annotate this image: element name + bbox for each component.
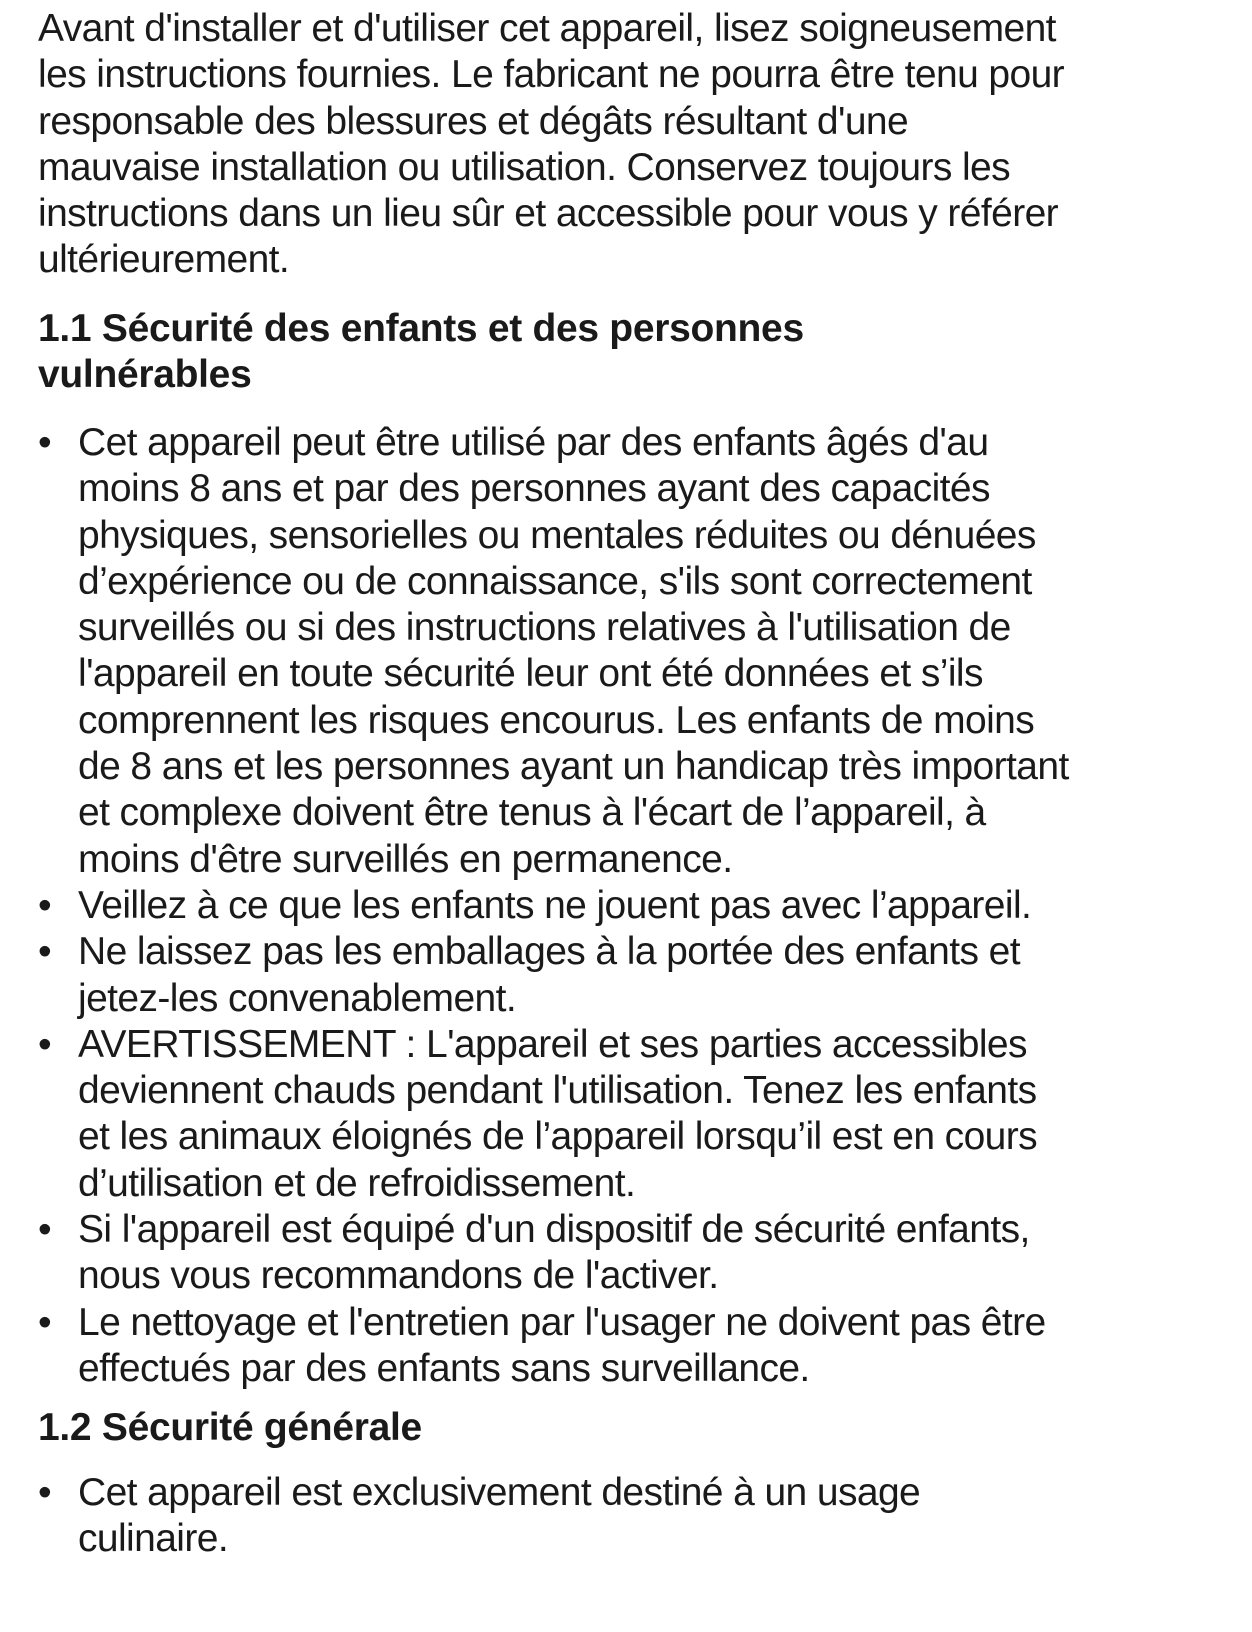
item-line: comprennent les risques encourus. Les enfants de moins <box>78 698 1035 742</box>
item-line: l'appareil en toute sécurité leur ont été données et s’ils <box>78 652 983 696</box>
bullet-icon: • <box>38 421 52 464</box>
item-line: Cet appareil peut être utilisé par des enfants âgés d'au <box>78 421 989 464</box>
bullet-icon: • <box>38 1471 52 1514</box>
intro-paragraph <box>38 6 1248 284</box>
item-line: et les animaux éloignés de l’appareil lorsqu’il est en cours <box>78 1115 1038 1159</box>
section-1-1-list <box>38 420 1248 1392</box>
item-line: physiques, sensorielles ou mentales réduites ou dénuées <box>78 513 1036 557</box>
list-item <box>38 1022 1248 1207</box>
list-item <box>38 1470 1248 1563</box>
intro-line: Avant d'installer et d'utiliser cet appareil, lisez soigneusement <box>38 7 1056 50</box>
item-line: de 8 ans et les personnes ayant un handicap très important <box>78 745 1069 789</box>
section-heading-1-1 <box>38 306 804 398</box>
item-line: deviennent chauds pendant l'utilisation. Tenez les enfants <box>78 1069 1037 1113</box>
item-line: moins 8 ans et par des personnes ayant des capacités <box>78 467 990 511</box>
bullet-icon: • <box>38 1300 52 1344</box>
list-item <box>38 929 1248 1022</box>
list-item <box>38 420 1248 883</box>
intro-line: mauvaise installation ou utilisation. Conservez toujours les <box>38 145 1011 189</box>
intro-line: responsable des blessures et dégâts résultant d'une <box>38 99 909 143</box>
intro-line: instructions dans un lieu sûr et accessible pour vous y référer <box>38 192 1059 236</box>
item-line: moins d'être surveillés en permanence. <box>78 837 733 881</box>
item-line: Ne laissez pas les emballages à la portée des enfants et <box>78 930 1020 974</box>
intro-line: les instructions fournies. Le fabricant ne pourra être tenu pour <box>38 53 1065 97</box>
list-item <box>38 883 1248 929</box>
item-line: Cet appareil est exclusivement destiné à un usage <box>78 1471 921 1514</box>
item-line: Le nettoyage et l'entretien par l'usager ne doivent pas être <box>78 1300 1046 1344</box>
item-line: culinaire. <box>78 1517 229 1561</box>
bullet-icon: • <box>38 1208 52 1252</box>
list-item <box>38 1300 1248 1393</box>
item-line: effectués par des enfants sans surveillance. <box>78 1346 810 1390</box>
item-line: Veillez à ce que les enfants ne jouent pas avec l’appareil. <box>78 883 1032 927</box>
item-line: nous vous recommandons de l'activer. <box>78 1254 719 1298</box>
bullet-icon: • <box>38 930 52 974</box>
item-line: jetez-les convenablement. <box>78 976 517 1020</box>
bullet-icon: • <box>38 883 52 927</box>
item-line: d’expérience ou de connaissance, s'ils sont correctement <box>78 559 1032 603</box>
intro-line: ultérieurement. <box>38 238 290 282</box>
item-line: surveillés ou si des instructions relatives à l'utilisation de <box>78 606 1011 650</box>
item-line: d’utilisation et de refroidissement. <box>78 1161 636 1205</box>
heading-line: 1.1 Sécurité des enfants et des personnes <box>38 307 804 350</box>
bullet-icon: • <box>38 1022 52 1066</box>
section-heading-1-2: 1.2 Sécurité générale <box>38 1406 422 1449</box>
list-item <box>38 1207 1248 1300</box>
item-line: AVERTISSEMENT : L'appareil et ses parties accessibles <box>78 1022 1027 1066</box>
section-1-2-list <box>38 1470 1248 1563</box>
item-line: Si l'appareil est équipé d'un dispositif de sécurité enfants, <box>78 1208 1030 1252</box>
heading-line: vulnérables <box>38 353 252 396</box>
item-line: et complexe doivent être tenus à l'écart de l’appareil, à <box>78 791 986 835</box>
